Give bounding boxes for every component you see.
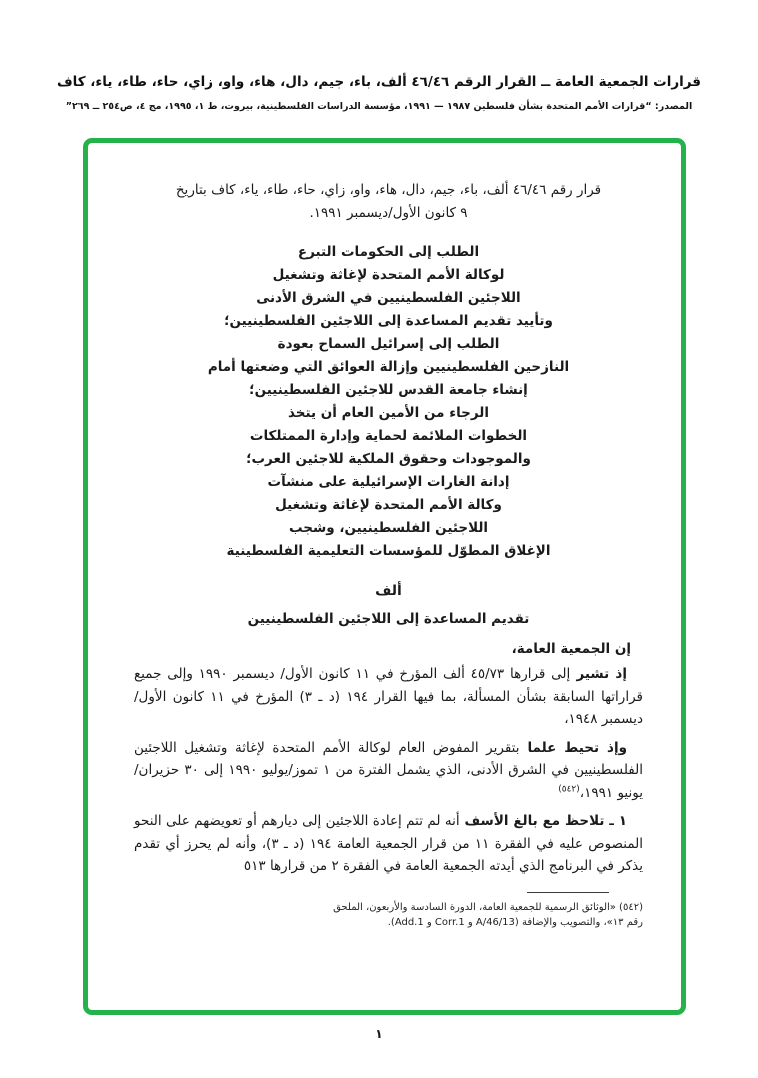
section-title: تقديم المساعدة إلى اللاجئين الفلسطينيين — [247, 611, 530, 627]
document-content — [88, 143, 681, 1010]
resolution-title-block — [134, 241, 643, 563]
paragraph-lead: ١ ـ تلاحظ مع بالغ الأسف — [459, 813, 627, 829]
footnote-text: (٥٤٢) «الوثائق الرسمية للجمعية العامة، الدورة السادسة والأربعون، الملحق رقم ١٣»، والتصويب والإضافة (A/46/13 و Corr.1 و Add.1). — [333, 901, 643, 928]
footnote-divider — [527, 892, 609, 893]
paragraph-preamble-2 — [134, 737, 643, 805]
opening-phrase: إن الجمعية العامة، — [511, 641, 631, 657]
resolution-title-line: الإغلاق المطوّل للمؤسسات التعليمية الفلسطينية — [226, 543, 551, 559]
resolution-title-line: الرجاء من الأمين العام أن يتخذ — [287, 405, 490, 421]
resolution-title-line: لوكالة الأمم المتحدة لإغاثة وتشغيل — [272, 267, 505, 283]
resolution-title-line: النازحين الفلسطينيين وإزالة العوائق التي وضعتها أمام — [207, 359, 570, 375]
footnote-ref-marker: (٥٤٢) — [558, 784, 580, 794]
document-source-line: المصدر: “قرارات الأمم المتحدة بشأن فلسطين ١٩٨٧ — ١٩٩١، مؤسسة الدراسات الفلسطينية، بيروت، ط ١، ١٩٩٥، مج ٤، ص٢٥٤ ــ ٢٦٩” — [65, 101, 693, 112]
paragraph-lead: وإذ تحيط علما — [519, 739, 627, 756]
section-letter-alif: ألف — [375, 583, 402, 599]
resolution-title-line: إنشاء جامعة القدس للاجئين الفلسطينيين؛ — [249, 382, 528, 398]
paragraph-text: إلى قرارها ٤٥/٧٣ ألف المؤرخ في ١١ كانون الأول/ ديسمبر ١٩٩٠ وإلى جميع قراراتها السابقة بشأن المسألة، بما فيها القرار ١٩٤ (د ـ ٣) المؤرخ في ١١ كانون الأول/ديسمبر ١٩٤٨، — [134, 666, 643, 727]
green-border-frame — [83, 138, 686, 1015]
resolution-title-line: اللاجئين الفلسطينيين، وشجب — [288, 520, 489, 536]
resolution-title-line: الطلب إلى إسرائيل السماح بعودة — [277, 336, 500, 352]
resolution-title-line: وكالة الأمم المتحدة لإغاثة وتشغيل — [275, 497, 502, 513]
resolution-title-line: اللاجئين الفلسطينيين في الشرق الأدنى — [256, 290, 521, 306]
resolution-title-line: وتأييد تقديم المساعدة إلى اللاجئين الفلسطينيين؛ — [224, 313, 553, 329]
paragraph-text: بتقرير المفوض العام لوكالة الأمم المتحدة لإغاثة وتشغيل اللاجئين الفلسطينيين في الشرق الأدنى، الذي يشمل الفترة من ١ تموز/يوليو ١٩٩٠ إلى ٣٠ حزيران/يونيو ١٩٩١، — [134, 739, 643, 801]
paragraph-operative-1 — [134, 810, 643, 878]
resolution-title-line: الخطوات الملائمة لحماية وإدارة الممتلكات — [249, 428, 528, 444]
resolution-number-line: قرار رقم ٤٦/٤٦ ألف، باء، جيم، دال، هاء، واو، زاي، حاء، طاء، ياء، كاف بتاريخ ٩ كانون الأول/ديسمبر ١٩٩١. — [175, 182, 602, 221]
page-number: ١ — [375, 1026, 383, 1041]
paragraph-text: أنه لم تتم إعادة اللاجئين إلى ديارهم أو تعويضهم على النحو المنصوص عليه في الفقرة ١١ من قرار الجمعية العامة ١٩٤ (د ـ ٣)، وأنه لم يحرز أي تقدم يذكر في البرنامج الذي أيدته الجمعية العامة في الفقرة ٢ من قرارها ٥١٣ — [134, 813, 644, 874]
paragraph-preamble-1 — [134, 663, 643, 731]
resolution-title-line: إدانة الغارات الإسرائيلية على منشآت — [267, 474, 510, 490]
document-header-title: قرارات الجمعية العامة ــ القرار الرقم ٤٦/٤٦ ألف، باء، جيم، دال، هاء، واو، زاي، حاء، طاء، ياء، كاف — [56, 74, 702, 90]
resolution-title-line: والموجودات وحقوق الملكية للاجئين العرب؛ — [246, 451, 531, 467]
resolution-title-line: الطلب إلى الحكومات التبرع — [297, 244, 480, 260]
paragraph-lead: إذ تشير — [570, 666, 627, 682]
